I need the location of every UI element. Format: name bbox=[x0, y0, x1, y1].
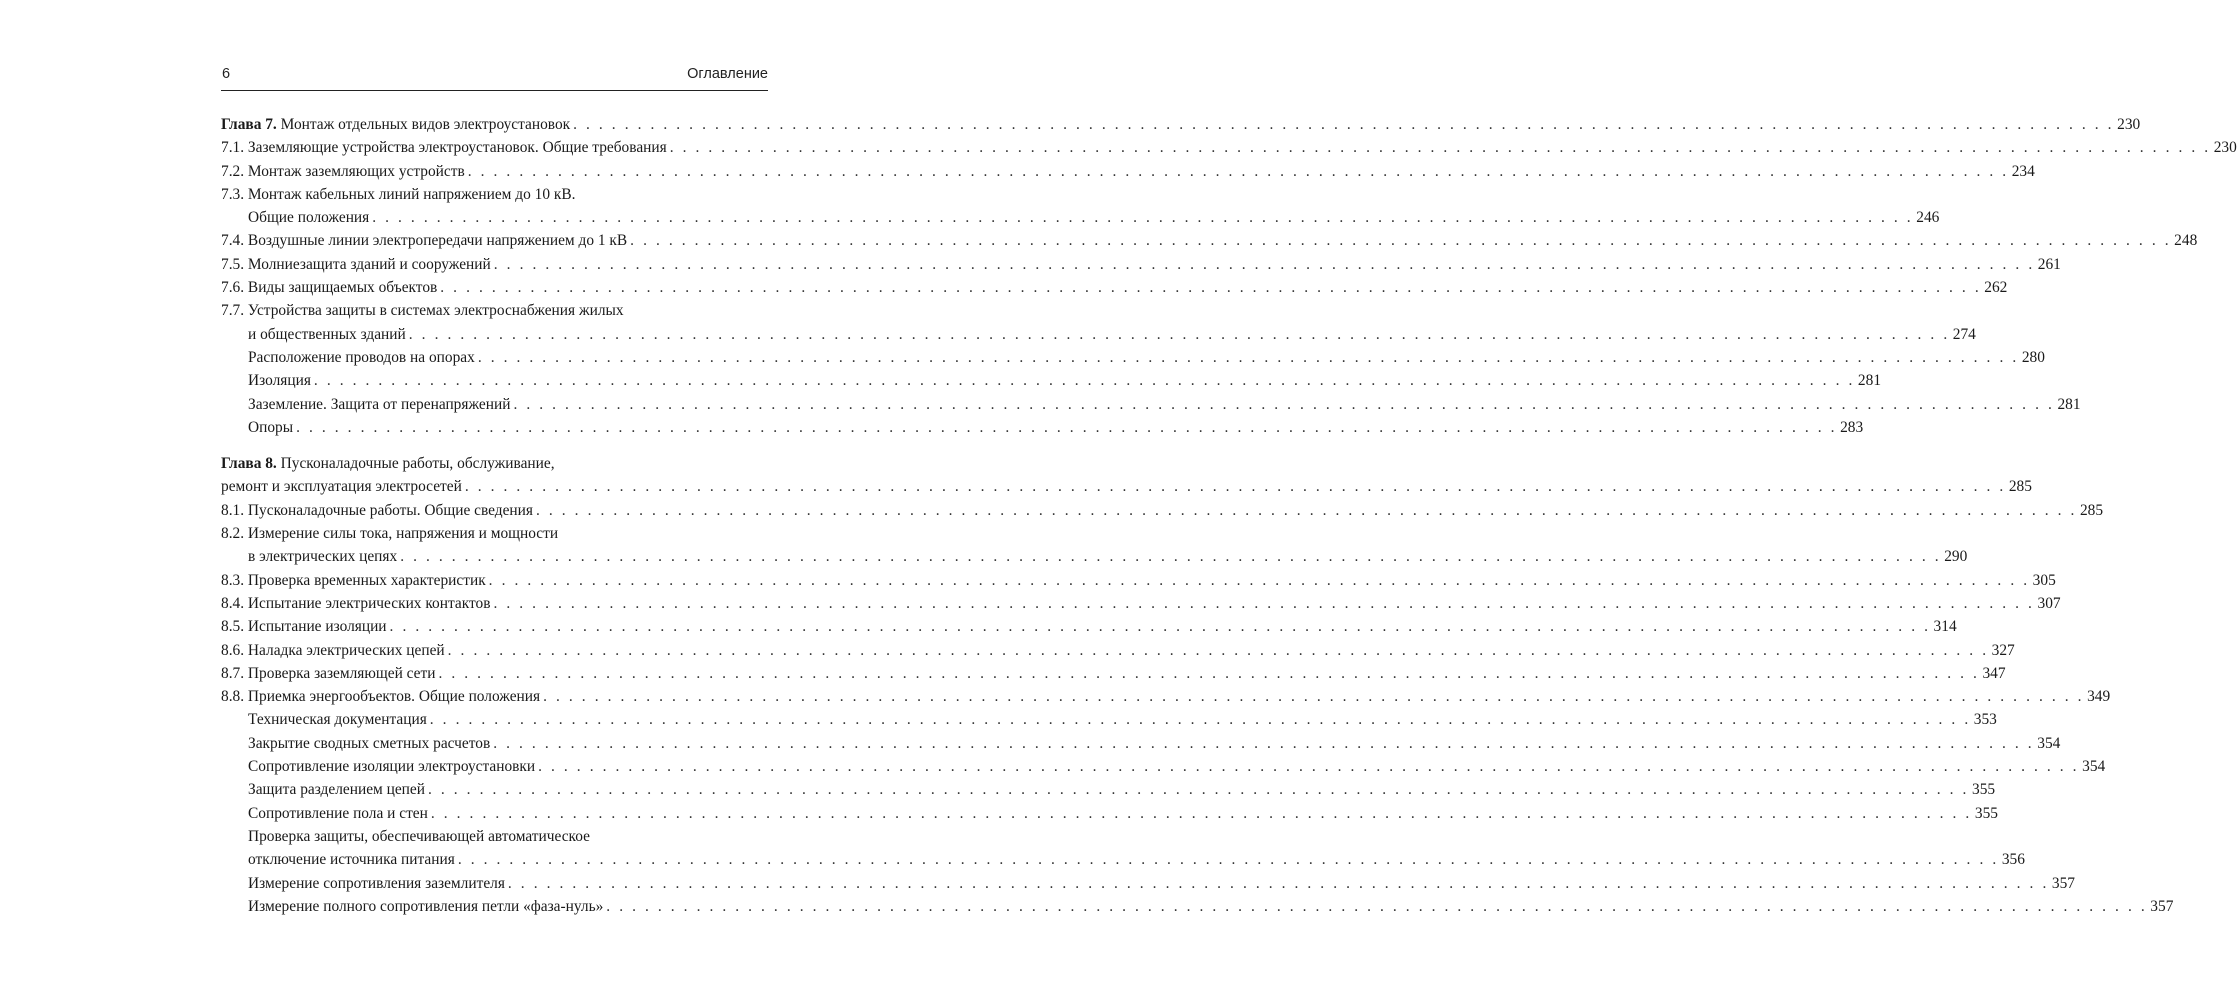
toc-entry-text: 8.3. Проверка временных характеристик bbox=[221, 571, 486, 589]
toc-entry[interactable] bbox=[221, 499, 2104, 522]
toc-entry-title bbox=[248, 416, 293, 439]
toc-entry-text: Техническая документация bbox=[248, 711, 427, 729]
dot-leader: . . . . . . . . . . . . . . . . . . . . . . . . . . . . . . . . . . . . . . . . . . . . . . . . . . . . . . . . . . . . . . . . . . . . . . . . . . . . . . . . . . . . . . . . . . . . . . . . . . . . . . . . . . . . . . . . . . . . . . . . bbox=[408, 325, 1950, 343]
dot-leader: . . . . . . . . . . . . . . . . . . . . . . . . . . . . . . . . . . . . . . . . . . . . . . . . . . . . . . . . . . . . . . . . . . . . . . . . . . . . . . . . . . . . . . . . . . . . . . . . . . . . . . . . . . . . . . . . . . . . . . . . bbox=[507, 874, 2049, 892]
toc-entry[interactable] bbox=[221, 639, 2015, 662]
toc-entry[interactable] bbox=[221, 136, 2237, 159]
chapter-label: Глава 7. bbox=[221, 116, 277, 133]
toc-entry-text: Монтаж отдельных видов электроустановок bbox=[276, 116, 571, 133]
toc-entry[interactable] bbox=[221, 206, 1940, 229]
dot-leader: . . . . . . . . . . . . . . . . . . . . . . . . . . . . . . . . . . . . . . . . . . . . . . . . . . . . . . . . . . . . . . . . . . . . . . . . . . . . . . . . . . . . . . . . . . . . . . . . . . . . . . . . . . . . . . . . . . . . . . . . bbox=[493, 594, 2035, 612]
toc-entry-title bbox=[248, 545, 397, 568]
toc-entry[interactable] bbox=[221, 183, 768, 206]
toc-entry-text: 8.7. Проверка заземляющей сети bbox=[221, 664, 436, 682]
toc-entry-text: 8.1. Пусконаладочные работы. Общие сведения bbox=[221, 501, 533, 519]
dot-leader: . . . . . . . . . . . . . . . . . . . . . . . . . . . . . . . . . . . . . . . . . . . . . . . . . . . . . . . . . . . . . . . . . . . . . . . . . . . . . . . . . . . . . . . . . . . . . . . . . . . . . . . . . . . . . . . . . . . . . . . . bbox=[447, 641, 1989, 659]
toc-entry-title bbox=[248, 755, 535, 778]
toc-entry-text: 7.4. Воздушные линии электропередачи напряжением до 1 кВ bbox=[221, 232, 628, 250]
toc-entry-text: Опоры bbox=[248, 418, 294, 436]
toc-page-number: 307 bbox=[2037, 594, 2061, 612]
toc-entry[interactable] bbox=[221, 895, 2174, 918]
toc-entry-title bbox=[248, 346, 475, 369]
toc-entry[interactable] bbox=[221, 685, 2111, 708]
running-title: Оглавление bbox=[687, 66, 768, 82]
toc-page-number: 281 bbox=[2057, 395, 2081, 413]
toc-entry-title bbox=[248, 895, 603, 918]
toc-entry-text: Защита разделением цепей bbox=[248, 781, 425, 799]
toc-entry-title bbox=[221, 615, 387, 638]
toc-entry-title bbox=[221, 229, 627, 252]
toc-entry-text: Сопротивление пола и стен bbox=[248, 804, 428, 822]
toc-entry[interactable] bbox=[221, 323, 1976, 346]
toc-entry-text: Изоляция bbox=[248, 372, 311, 390]
dot-leader: . . . . . . . . . . . . . . . . . . . . . . . . . . . . . . . . . . . . . . . . . . . . . . . . . . . . . . . . . . . . . . . . . . . . . . . . . . . . . . . . . . . . . . . . . . . . . . . . . . . . . . . . . . . . . . . . . . . . . . . . bbox=[313, 372, 1855, 390]
toc-entry-title bbox=[248, 206, 369, 229]
dot-leader: . . . . . . . . . . . . . . . . . . . . . . . . . . . . . . . . . . . . . . . . . . . . . . . . . . . . . . . . . . . . . . . . . . . . . . . . . . . . . . . . . . . . . . . . . . . . . . . . . . . . . . . . . . . . . . . . . . . . . . . . bbox=[372, 209, 1914, 227]
toc-page-number: 327 bbox=[1991, 641, 2015, 659]
toc-entry-title bbox=[221, 639, 445, 662]
toc-entry-title bbox=[221, 522, 558, 545]
toc-entry-title bbox=[221, 276, 437, 299]
toc-entry[interactable] bbox=[221, 802, 1998, 825]
dot-leader: . . . . . . . . . . . . . . . . . . . . . . . . . . . . . . . . . . . . . . . . . . . . . . . . . . . . . . . . . . . . . . . . . . . . . . . . . . . . . . . . . . . . . . . . . . . . . . . . . . . . . . . . . . . . . . . . . . . . . . . . bbox=[488, 571, 2030, 589]
toc-page-number: 285 bbox=[2008, 478, 2032, 496]
toc-entry-title bbox=[221, 499, 533, 522]
dot-leader: . . . . . . . . . . . . . . . . . . . . . . . . . . . . . . . . . . . . . . . . . . . . . . . . . . . . . . . . . . . . . . . . . . . . . . . . . . . . . . . . . . . . . . . . . . . . . . . . . . . . . . . . . . . . . . . . . . . . . . . . bbox=[296, 418, 1838, 436]
toc-page-number: 248 bbox=[2174, 232, 2198, 250]
toc-entry-text: Пусконаладочные работы, обслуживание, bbox=[276, 455, 555, 473]
toc-entry-title bbox=[221, 183, 575, 206]
toc-entry-title bbox=[248, 802, 428, 825]
toc-page-number: 355 bbox=[1974, 804, 1998, 822]
dot-leader: . . . . . . . . . . . . . . . . . . . . . . . . . . . . . . . . . . . . . . . . . . . . . . . . . . . . . . . . . . . . . . . . . . . . . . . . . . . . . . . . . . . . . . . . . . . . . . . . . . . . . . . . . . . . . . . . . . . . . . . . bbox=[467, 162, 2009, 180]
dot-leader: . . . . . . . . . . . . . . . . . . . . . . . . . . . . . . . . . . . . . . . . . . . . . . . . . . . . . . . . . . . . . . . . . . . . . . . . . . . . . . . . . . . . . . . . . . . . . . . . . . . . . . . . . . . . . . . . . . . . . . . . bbox=[430, 804, 1972, 822]
page-number: 6 bbox=[222, 66, 231, 82]
toc-entry-text: 8.2. Измерение силы тока, напряжения и мощности bbox=[221, 525, 559, 543]
toc-entry[interactable] bbox=[221, 522, 768, 545]
toc-entry-title bbox=[221, 569, 486, 592]
toc-entry[interactable] bbox=[221, 276, 2008, 299]
toc-page-number: 246 bbox=[1916, 209, 1940, 227]
toc-entry-title bbox=[221, 475, 462, 498]
toc-entry-text: 8.5. Испытание изоляции bbox=[221, 618, 387, 636]
section-gap bbox=[221, 439, 768, 452]
toc-entry-text: Проверка защиты, обеспечивающей автоматическое bbox=[248, 827, 590, 845]
toc-entry-title bbox=[248, 323, 406, 346]
toc-page-number: 353 bbox=[1973, 711, 1997, 729]
toc-entry-title bbox=[221, 592, 491, 615]
toc-entry-text: 7.7. Устройства защиты в системах электроснабжения жилых bbox=[221, 302, 624, 320]
toc-entry[interactable] bbox=[221, 569, 2056, 592]
dot-leader: . . . . . . . . . . . . . . . . . . . . . . . . . . . . . . . . . . . . . . . . . . . . . . . . . . . . . . . . . . . . . . . . . . . . . . . . . . . . . . . . . . . . . . . . . . . . . . . . . . . . . . . . . . . . . . . . . . . . . . . . bbox=[440, 279, 1982, 297]
toc-page-number: 274 bbox=[1952, 325, 1976, 343]
toc-entry-text: Сопротивление изоляции электроустановки bbox=[248, 758, 536, 776]
toc-entry-text: Закрытие сводных сметных расчетов bbox=[248, 734, 491, 752]
toc-entry-text: Общие положения bbox=[248, 209, 370, 227]
toc-entry[interactable] bbox=[221, 545, 1968, 568]
toc-entry-title bbox=[248, 369, 311, 392]
toc-entry[interactable] bbox=[221, 732, 2061, 755]
toc-entry-text: 7.2. Монтаж заземляющих устройств bbox=[221, 162, 465, 180]
dot-leader: . . . . . . . . . . . . . . . . . . . . . . . . . . . . . . . . . . . . . . . . . . . . . . . . . . . . . . . . . . . . . . . . . . . . . . . . . . . . . . . . . . . . . . . . . . . . . . . . . . . . . . . . . . . . . . . . . . . . . . . . bbox=[493, 255, 2035, 273]
toc-entry[interactable] bbox=[221, 475, 2032, 498]
toc-page-number: 354 bbox=[2082, 758, 2106, 776]
toc-entry-title bbox=[221, 685, 540, 708]
toc-entry[interactable] bbox=[221, 229, 2198, 252]
toc-entry-text: Измерение сопротивления заземлителя bbox=[248, 874, 505, 892]
toc-entry-text: Измерение полного сопротивления петли «фаза-нуль» bbox=[248, 897, 604, 915]
toc-page-number: 354 bbox=[2037, 734, 2061, 752]
toc-entry-title bbox=[248, 732, 490, 755]
dot-leader: . . . . . . . . . . . . . . . . . . . . . . . . . . . . . . . . . . . . . . . . . . . . . . . . . . . . . . . . . . . . . . . . . . . . . . . . . . . . . . . . . . . . . . . . . . . . . . . . . . . . . . . . . . . . . . . . . . . . . . . . bbox=[389, 618, 1931, 636]
toc-page-number: 356 bbox=[2001, 851, 2025, 869]
page-header bbox=[221, 62, 768, 91]
dot-leader: . . . . . . . . . . . . . . . . . . . . . . . . . . . . . . . . . . . . . . . . . . . . . . . . . . . . . . . . . . . . . . . . . . . . . . . . . . . . . . . . . . . . . . . . . . . . . . . . . . . . . . . . . . . . . . . . . . . . . . . . bbox=[573, 116, 2115, 133]
dot-leader: . . . . . . . . . . . . . . . . . . . . . . . . . . . . . . . . . . . . . . . . . . . . . . . . . . . . . . . . . . . . . . . . . . . . . . . . . . . . . . . . . . . . . . . . . . . . . . . . . . . . . . . . . . . . . . . . . . . . . . . . bbox=[429, 711, 1971, 729]
table-of-contents bbox=[221, 113, 2237, 918]
toc-entry[interactable] bbox=[221, 615, 1957, 638]
dot-leader: . . . . . . . . . . . . . . . . . . . . . . . . . . . . . . . . . . . . . . . . . . . . . . . . . . . . . . . . . . . . . . . . . . . . . . . . . . . . . . . . . . . . . . . . . . . . . . . . . . . . . . . . . . . . . . . . . . . . . . . . bbox=[428, 781, 1969, 799]
toc-page-number: 314 bbox=[1933, 618, 1957, 636]
toc-entry-text: 7.1. Заземляющие устройства электроустановок. Общие требования bbox=[221, 139, 667, 157]
toc-entry-text: 8.8. Приемка энергообъектов. Общие положения bbox=[221, 688, 541, 706]
toc-page-number: 230 bbox=[2213, 139, 2237, 157]
dot-leader: . . . . . . . . . . . . . . . . . . . . . . . . . . . . . . . . . . . . . . . . . . . . . . . . . . . . . . . . . . . . . . . . . . . . . . . . . . . . . . . . . . . . . . . . . . . . . . . . . . . . . . . . . . . . . . . . . . . . . . . . bbox=[606, 897, 2148, 915]
toc-page-number: 283 bbox=[1840, 418, 1864, 436]
toc-entry[interactable] bbox=[221, 113, 2141, 136]
toc-entry-text: и общественных зданий bbox=[248, 325, 406, 343]
toc-entry[interactable] bbox=[221, 708, 1997, 731]
dot-leader: . . . . . . . . . . . . . . . . . . . . . . . . . . . . . . . . . . . . . . . . . . . . . . . . . . . . . . . . . . . . . . . . . . . . . . . . . . . . . . . . . . . . . . . . . . . . . . . . . . . . . . . . . . . . . . . . . . . . . . . . bbox=[438, 664, 1980, 682]
toc-entry[interactable] bbox=[221, 872, 2075, 895]
dot-leader: . . . . . . . . . . . . . . . . . . . . . . . . . . . . . . . . . . . . . . . . . . . . . . . . . . . . . . . . . . . . . . . . . . . . . . . . . . . . . . . . . . . . . . . . . . . . . . . . . . . . . . . . . . . . . . . . . . . . . . . . bbox=[543, 688, 2085, 706]
toc-entry[interactable] bbox=[221, 452, 768, 475]
toc-entry-text: Расположение проводов на опорах bbox=[248, 348, 475, 366]
toc-page-number: 281 bbox=[1857, 372, 1882, 390]
toc-entry[interactable] bbox=[221, 848, 2025, 871]
toc-entry-title bbox=[248, 872, 505, 895]
dot-leader: . . . . . . . . . . . . . . . . . . . . . . . . . . . . . . . . . . . . . . . . . . . . . . . . . . . . . . . . . . . . . . . . . . . . . . . . . . . . . . . . . . . . . . . . . . . . . . . . . . . . . . . . . . . . . . . . . . . . . . . . bbox=[400, 548, 1942, 566]
dot-leader: . . . . . . . . . . . . . . . . . . . . . . . . . . . . . . . . . . . . . . . . . . . . . . . . . . . . . . . . . . . . . . . . . . . . . . . . . . . . . . . . . . . . . . . . . . . . . . . . . . . . . . . . . . . . . . . . . . . . . . . . bbox=[669, 139, 2211, 157]
toc-entry-text: ремонт и эксплуатация электросетей bbox=[221, 478, 462, 496]
toc-entry-title bbox=[221, 253, 491, 276]
toc-entry[interactable] bbox=[221, 160, 2035, 183]
toc-entry-title bbox=[248, 825, 590, 848]
toc-entry-text: 7.5. Молниезащита зданий и сооружений bbox=[221, 255, 491, 273]
toc-entry[interactable] bbox=[221, 755, 2106, 778]
toc-page-number: 285 bbox=[2079, 501, 2104, 519]
toc-entry[interactable] bbox=[221, 592, 2061, 615]
toc-entry[interactable] bbox=[221, 778, 1996, 801]
toc-entry-text: отключение источника питания bbox=[248, 851, 455, 869]
dot-leader: . . . . . . . . . . . . . . . . . . . . . . . . . . . . . . . . . . . . . . . . . . . . . . . . . . . . . . . . . . . . . . . . . . . . . . . . . . . . . . . . . . . . . . . . . . . . . . . . . . . . . . . . . . . . . . . . . . . . . . . . bbox=[457, 851, 1999, 869]
dot-leader: . . . . . . . . . . . . . . . . . . . . . . . . . . . . . . . . . . . . . . . . . . . . . . . . . . . . . . . . . . . . . . . . . . . . . . . . . . . . . . . . . . . . . . . . . . . . . . . . . . . . . . . . . . . . . . . . . . . . . . . . bbox=[477, 348, 2019, 366]
toc-page-number: 290 bbox=[1944, 548, 1968, 566]
toc-entry-text: 8.6. Наладка электрических цепей bbox=[221, 641, 445, 659]
toc-page-number: 280 bbox=[2021, 348, 2045, 366]
toc-entry-title bbox=[248, 778, 425, 801]
toc-page-number: 347 bbox=[1982, 664, 2006, 682]
toc-entry-text: 7.3. Монтаж кабельных линий напряжением до 10 кВ. bbox=[221, 185, 576, 203]
toc-entry-text: Заземление. Защита от перенапряжений bbox=[248, 395, 511, 413]
toc-page-number: 262 bbox=[1984, 279, 2008, 297]
toc-entry[interactable] bbox=[221, 253, 2061, 276]
toc-page-number: 357 bbox=[2051, 874, 2075, 892]
toc-entry-text: в электрических цепях bbox=[248, 548, 398, 566]
toc-page-number: 349 bbox=[2087, 688, 2111, 706]
toc-page-number: 357 bbox=[2150, 897, 2174, 915]
toc-entry-text: 7.6. Виды защищаемых объектов bbox=[221, 279, 438, 297]
toc-entry-title bbox=[221, 452, 555, 475]
dot-leader: . . . . . . . . . . . . . . . . . . . . . . . . . . . . . . . . . . . . . . . . . . . . . . . . . . . . . . . . . . . . . . . . . . . . . . . . . . . . . . . . . . . . . . . . . . . . . . . . . . . . . . . . . . . . . . . . . . . . . . . . bbox=[538, 758, 2080, 776]
toc-entry-text: 8.4. Испытание электрических контактов bbox=[221, 594, 491, 612]
toc-entry[interactable] bbox=[221, 369, 1882, 392]
toc-entry-title bbox=[221, 113, 570, 136]
toc-entry-title bbox=[248, 393, 510, 416]
toc-page-number: 355 bbox=[1972, 781, 1996, 799]
dot-leader: . . . . . . . . . . . . . . . . . . . . . . . . . . . . . . . . . . . . . . . . . . . . . . . . . . . . . . . . . . . . . . . . . . . . . . . . . . . . . . . . . . . . . . . . . . . . . . . . . . . . . . . . . . . . . . . . . . . . . . . . bbox=[535, 501, 2077, 519]
toc-entry-title bbox=[221, 136, 667, 159]
toc-entry[interactable] bbox=[221, 393, 2081, 416]
dot-leader: . . . . . . . . . . . . . . . . . . . . . . . . . . . . . . . . . . . . . . . . . . . . . . . . . . . . . . . . . . . . . . . . . . . . . . . . . . . . . . . . . . . . . . . . . . . . . . . . . . . . . . . . . . . . . . . . . . . . . . . . bbox=[464, 478, 2006, 496]
dot-leader: . . . . . . . . . . . . . . . . . . . . . . . . . . . . . . . . . . . . . . . . . . . . . . . . . . . . . . . . . . . . . . . . . . . . . . . . . . . . . . . . . . . . . . . . . . . . . . . . . . . . . . . . . . . . . . . . . . . . . . . . bbox=[493, 734, 2035, 752]
toc-entry[interactable] bbox=[221, 825, 768, 848]
toc-entry[interactable] bbox=[221, 416, 1864, 439]
toc-page-number: 230 bbox=[2117, 116, 2141, 133]
toc-entry-title bbox=[221, 662, 435, 685]
toc-page-number: 234 bbox=[2011, 162, 2035, 180]
toc-entry-title bbox=[248, 708, 427, 731]
toc-entry-title bbox=[221, 160, 465, 183]
toc-entry-title bbox=[221, 299, 624, 322]
toc-page-number: 305 bbox=[2032, 571, 2056, 589]
chapter-label: Глава 8. bbox=[221, 455, 277, 473]
toc-page-number: 261 bbox=[2037, 255, 2061, 273]
toc-entry[interactable] bbox=[221, 662, 2006, 685]
toc-entry[interactable] bbox=[221, 299, 768, 322]
toc-entry-title bbox=[248, 848, 455, 871]
dot-leader: . . . . . . . . . . . . . . . . . . . . . . . . . . . . . . . . . . . . . . . . . . . . . . . . . . . . . . . . . . . . . . . . . . . . . . . . . . . . . . . . . . . . . . . . . . . . . . . . . . . . . . . . . . . . . . . . . . . . . . . . bbox=[630, 232, 2172, 250]
dot-leader: . . . . . . . . . . . . . . . . . . . . . . . . . . . . . . . . . . . . . . . . . . . . . . . . . . . . . . . . . . . . . . . . . . . . . . . . . . . . . . . . . . . . . . . . . . . . . . . . . . . . . . . . . . . . . . . . . . . . . . . . bbox=[513, 395, 2055, 413]
toc-entry[interactable] bbox=[221, 346, 2045, 369]
